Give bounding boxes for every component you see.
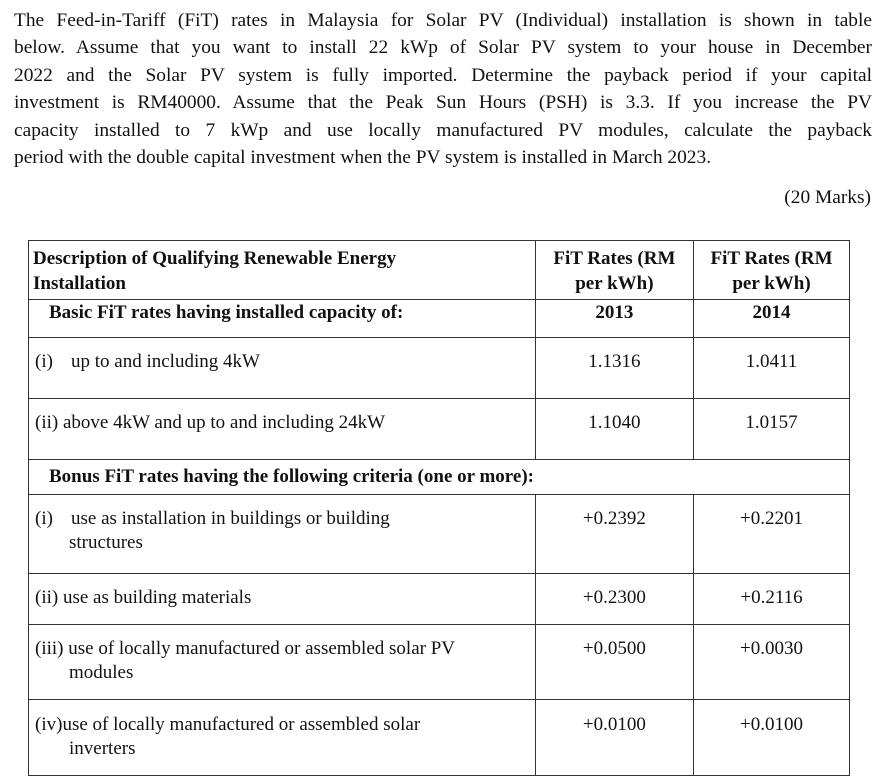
header-rate-2013: FiT Rates (RM per kWh) <box>535 241 693 300</box>
table-row <box>29 338 850 399</box>
row-description: (i) up to and including 4kW <box>29 338 536 399</box>
question-line: period with the double capital investment when the PV system is installed in March 2023. <box>14 147 712 169</box>
row-description: (ii) above 4kW and up to and including 24kW <box>29 399 536 460</box>
bonus-section-title: Bonus FiT rates having the following criteria (one or more): <box>29 460 694 495</box>
rate-2014: +0.2201 <box>694 495 850 574</box>
row-description: (ii) use as building materials <box>29 574 536 625</box>
rate-2013: +0.2392 <box>535 495 693 574</box>
rate-2013: 1.1316 <box>535 338 693 399</box>
rate-2014: +0.0030 <box>694 625 850 700</box>
table-row <box>29 700 850 776</box>
table-row <box>29 495 850 574</box>
rate-2014: +0.0100 <box>694 700 850 776</box>
header-rate-2014: FiT Rates (RM per kWh) <box>694 241 850 300</box>
row-description: (iii) use of locally manufactured or assembled solar PV modules <box>29 625 536 700</box>
fit-rates-table <box>28 240 850 776</box>
table-row <box>29 574 850 625</box>
basic-section-title: Basic FiT rates having installed capacity of: <box>29 300 536 338</box>
rate-2014: 1.0411 <box>694 338 850 399</box>
marks-label: (20 Marks) <box>784 187 871 208</box>
row-description: (i) use as installation in buildings or building structures <box>29 495 536 574</box>
header-description: Description of Qualifying Renewable Energy Installation <box>29 241 536 300</box>
rate-2013: 1.1040 <box>535 399 693 460</box>
basic-section-row <box>29 300 850 338</box>
bonus-section-blank <box>694 460 850 495</box>
year-2014: 2014 <box>694 300 850 338</box>
rate-2013: +0.0500 <box>535 625 693 700</box>
year-2013: 2013 <box>535 300 693 338</box>
rate-2013: +0.0100 <box>535 700 693 776</box>
question-line: below. Assume that you want to install 22 kWp of Solar PV system to your house in December <box>14 37 872 59</box>
table-row <box>29 625 850 700</box>
question-line: investment is RM40000. Assume that the Peak Sun Hours (PSH) is 3.3. If you increase the PV <box>14 92 872 114</box>
rate-2014: +0.2116 <box>694 574 850 625</box>
question-line: capacity installed to 7 kWp and use locally manufactured PV modules, calculate the payback <box>14 119 872 141</box>
rate-2013: +0.2300 <box>535 574 693 625</box>
question-text <box>14 7 872 171</box>
bonus-section-row <box>29 460 850 495</box>
row-description: (iv)use of locally manufactured or assembled solar inverters <box>29 700 536 776</box>
question-line: The Feed-in-Tariff (FiT) rates in Malaysia for Solar PV (Individual) installation is shown in table <box>14 10 872 31</box>
table-row <box>29 399 850 460</box>
table-header-row <box>29 241 850 300</box>
question-line: 2022 and the Solar PV system is fully imported. Determine the payback period if your capital <box>14 64 872 86</box>
rate-2014: 1.0157 <box>694 399 850 460</box>
